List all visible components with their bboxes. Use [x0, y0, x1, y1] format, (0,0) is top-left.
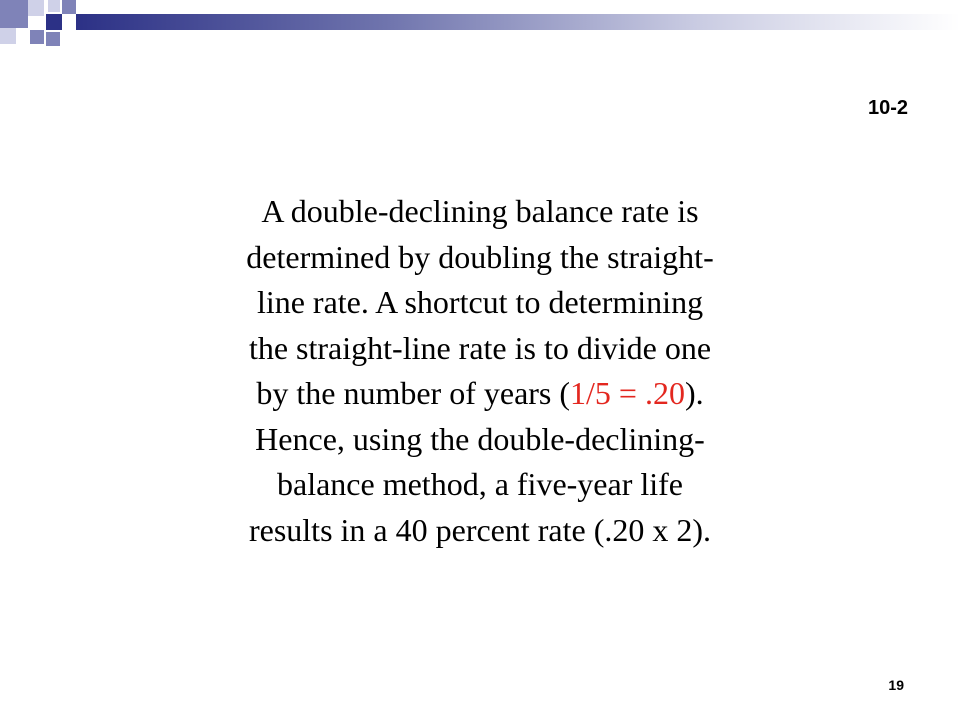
slide-body-text — [150, 189, 810, 553]
header-gradient-bar — [76, 14, 960, 30]
body-line: line rate. A shortcut to determining — [256, 284, 704, 320]
slide-code: 10-2 — [867, 97, 908, 119]
body-line — [150, 371, 810, 417]
decorative-square — [0, 28, 16, 44]
body-line-text: ). — [684, 375, 704, 411]
body-line: Hence, using the double-declining- — [255, 420, 705, 457]
decorative-square — [30, 30, 44, 44]
body-line: A double-declining balance rate is — [261, 193, 699, 229]
decorative-square — [0, 0, 28, 28]
decorative-square — [46, 14, 62, 30]
body-line: balance method, a five-year life — [277, 466, 683, 502]
body-line: results in a 40 percent rate (.20 x 2). — [248, 511, 712, 548]
page-number: 19 — [888, 677, 904, 693]
decorative-square — [28, 0, 44, 16]
body-line: the straight-line rate is to divide one — [248, 329, 712, 366]
decorative-square — [62, 0, 76, 14]
body-line: determined by doubling the straight- — [246, 238, 714, 275]
highlighted-formula: 1/5 = .20 — [570, 375, 685, 411]
body-line-text: by the number of years ( — [256, 375, 571, 411]
decorative-square — [46, 32, 60, 46]
decorative-square — [48, 0, 60, 12]
